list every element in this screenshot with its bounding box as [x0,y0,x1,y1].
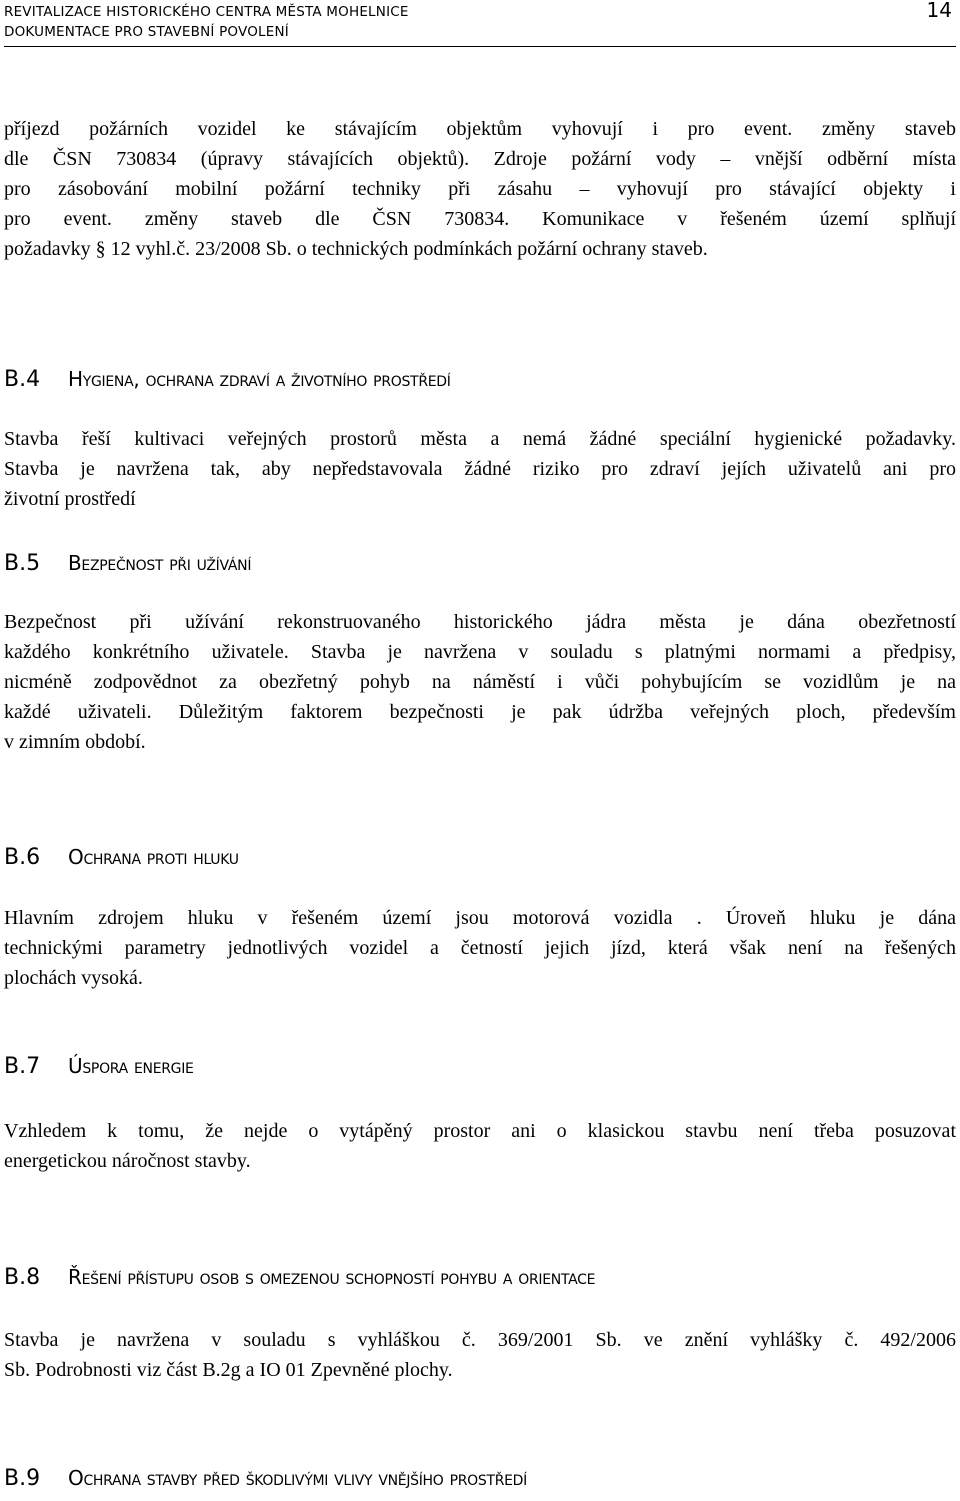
section-number: B.6 [4,845,41,870]
paragraph-line: Stavba je navržena v souladu s vyhláškou č. 369/2001 Sb. ve znění vyhlášky č. 492/2006 [4,1329,956,1351]
section-heading-b8 [4,1265,956,1295]
paragraph-line: životní prostředí [4,488,136,510]
paragraph-line: Sb. Podrobnosti viz část B.2g a IO 01 Zpevněné plochy. [4,1359,453,1381]
paragraph-line: energetickou náročnost stavby. [4,1150,251,1172]
paragraph-line: Bezpečnost při užívání rekonstruovaného historického jádra města je dána obezřetností [4,611,956,633]
section-heading-b5 [4,551,956,581]
paragraph-line: Stavba řeší kultivaci veřejných prostorů města a nemá žádné speciální hygienické požadavky. [4,428,956,450]
paragraph-line: požadavky § 12 vyhl.č. 23/2008 Sb. o technických podmínkách požární ochrany staveb. [4,238,708,260]
paragraph-line: příjezd požárních vozidel ke stávajícím objektům vyhovují i pro event. změny staveb [4,118,956,140]
section-title: Ochrana stavby před škodlivými vlivy vnějšího prostředí [68,1466,527,1490]
intro-paragraph [4,114,956,264]
section-b8-paragraph [4,1325,956,1385]
section-heading-b4 [4,367,956,397]
section-title: Bezpečnost při užívání [68,551,252,575]
section-number: B.5 [4,551,41,576]
paragraph-line: Stavba je navržena tak, aby nepředstavovala žádné riziko pro zdraví jejích uživatelů ani pro [4,458,956,480]
section-number: B.7 [4,1054,41,1079]
paragraph-line: každé uživateli. Důležitým faktorem bezpečnosti je pak údržba veřejných ploch, především [4,701,956,723]
section-b7-paragraph [4,1116,956,1176]
section-title: Řešení přístupu osob s omezenou schopností pohybu a orientace [68,1265,596,1289]
paragraph-line: každého konkrétního uživatele. Stavba je navržena v souladu s platnými normami a předpisy, [4,641,956,663]
section-b5-paragraph [4,607,956,757]
page-header [4,0,956,47]
paragraph-line: Vzhledem k tomu, že nejde o vytápěný prostor ani o klasickou stavbu není třeba posuzovat [4,1120,956,1142]
section-number: B.9 [4,1466,41,1491]
page-number: 14 [926,0,952,22]
section-heading-b6 [4,845,956,875]
section-title: Úspora energie [68,1054,194,1078]
paragraph-line: pro event. změny staveb dle ČSN 730834. Komunikace v řešeném území splňují [4,208,956,230]
section-b6-paragraph [4,903,956,993]
section-title: Hygiena, ochrana zdraví a životního prostředí [68,367,451,391]
paragraph-line: dle ČSN 730834 (úpravy stávajících objektů). Zdroje požární vody – vnější odběrní místa [4,148,956,170]
section-heading-b7 [4,1054,956,1084]
paragraph-line: Hlavním zdrojem hluku v řešeném území jsou motorová vozidla . Úroveň hluku je dána [4,907,956,929]
paragraph-line: nicméně zodpovědnot za obezřetný pohyb na náměstí i vůči pohybujícím se vozidlům je na [4,671,956,693]
section-b4-paragraph [4,424,956,514]
header-document-type: DOKUMENTACE PRO STAVEBNÍ POVOLENÍ [4,24,289,40]
section-number: B.8 [4,1265,41,1290]
section-number: B.4 [4,367,41,392]
paragraph-line: technickými parametry jednotlivých vozidel a četností jejich jízd, která však není na řešených [4,937,956,959]
header-project-title: REVITALIZACE HISTORICKÉHO CENTRA MĚSTA MOHELNICE [4,4,409,20]
paragraph-line: v zimním období. [4,731,146,753]
section-title: Ochrana proti hluku [68,845,239,869]
paragraph-line: plochách vysoká. [4,967,143,989]
paragraph-line: pro zásobování mobilní požární techniky při zásahu – vyhovují pro stávající objekty i [4,178,956,200]
section-heading-b9 [4,1466,956,1496]
